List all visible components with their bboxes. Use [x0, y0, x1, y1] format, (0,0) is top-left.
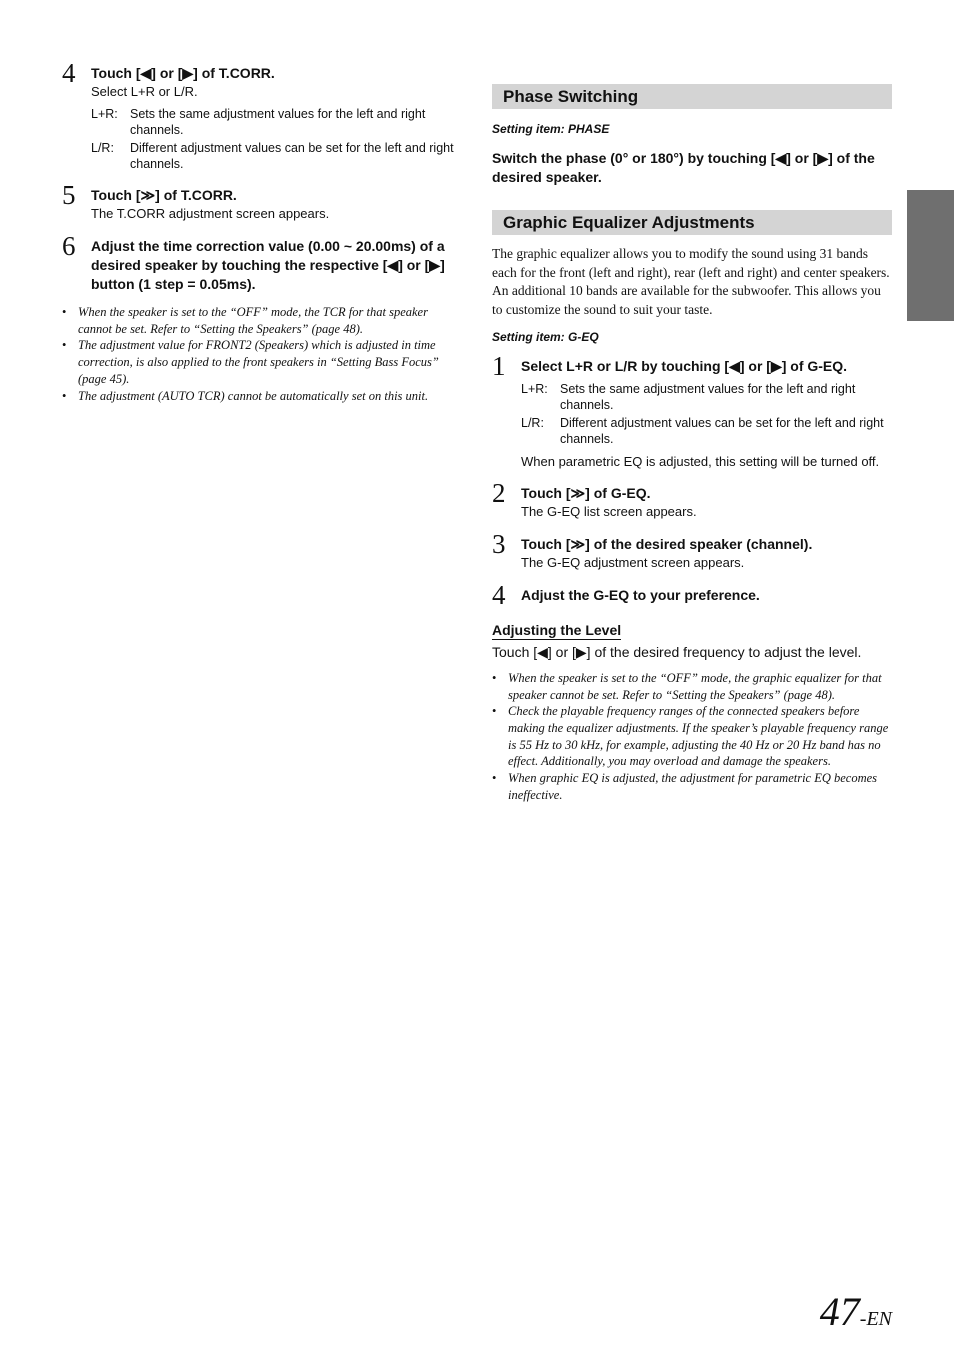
- step-subtext: The G-EQ adjustment screen appears.: [521, 554, 745, 570]
- step-4-geq: [492, 579, 892, 610]
- definition-key: L+R:: [521, 381, 548, 396]
- step-number: 3: [492, 528, 506, 559]
- subsection-heading: Adjusting the Level: [492, 621, 622, 638]
- step-number: 1: [492, 350, 506, 381]
- definition-list: [91, 106, 462, 172]
- notes-list: [492, 670, 892, 804]
- definition-item: [91, 140, 462, 172]
- definition-key: L/R:: [91, 141, 114, 155]
- left-column: [62, 58, 462, 404]
- setting-item-label: Setting item: PHASE: [492, 122, 610, 136]
- definition-item: [521, 415, 892, 447]
- step-title: Adjust the time correction value (0.00 ~ 20.00ms) of a desired speaker by touching the respective [◀] or [▶] button (1 step = 0.05ms).: [91, 238, 445, 292]
- notes-list: [62, 304, 462, 404]
- page-number: [820, 1288, 892, 1335]
- definition-item: [91, 106, 462, 138]
- definition-item: [521, 381, 892, 413]
- definition-value: Sets the same adjustment values for the left and right channels.: [560, 381, 856, 412]
- step-number: 5: [62, 180, 76, 210]
- definition-value: Different adjustment values can be set for the left and right channels.: [130, 141, 454, 171]
- definition-key: L+R:: [91, 107, 118, 121]
- step-subtext: Select L+R or L/R.: [91, 84, 198, 99]
- step-title: Touch [≫] of T.CORR.: [91, 187, 237, 203]
- setting-item-label: Setting item: G-EQ: [492, 329, 599, 344]
- step-subtext: The G-EQ list screen appears.: [521, 503, 697, 519]
- step-1-geq: [492, 350, 892, 470]
- step-number: 6: [62, 231, 76, 261]
- section-heading-geq: Graphic Equalizer Adjustments: [492, 210, 892, 235]
- step-title: Select L+R or L/R by touching [◀] or [▶] of G-EQ.: [521, 357, 848, 374]
- definition-value: Different adjustment values can be set for the left and right channels.: [560, 415, 884, 446]
- step-number: 2: [492, 477, 506, 508]
- note-item: • The adjustment value for FRONT2 (Speakers) which is adjusted in time correction, is also applied to the front speakers in “Setting Bass Focus” (page 45).: [62, 337, 462, 387]
- definition-list: [521, 381, 892, 447]
- adjusting-level-text: Touch [◀] or [▶] of the desired frequency to adjust the level.: [492, 643, 862, 660]
- right-column: [492, 84, 892, 803]
- step-2-geq: [492, 477, 892, 521]
- step-6-tcorr: [62, 231, 462, 294]
- section-heading-phase: Phase Switching: [492, 84, 892, 109]
- step-4-tcorr: [62, 58, 462, 172]
- step-title: Touch [≫] of G-EQ.: [521, 484, 651, 501]
- geq-intro: The graphic equalizer allows you to modify the sound using 31 bands each for the front (left and right), rear (left and right) and center speakers. An additional 10 bands are available for the subwoofer. This allows you to customize the sound to suit your taste.: [492, 246, 890, 318]
- step-title: Adjust the G-EQ to your preference.: [521, 586, 760, 603]
- note-item: • Check the playable frequency ranges of the connected speakers before making the equalizer adjustments. If the speaker’s playable frequency range is 55 Hz to 30 kHz, for example, adjusting the 40 Hz or 20 Hz band has no effect. Additionally, you may overload and damage the speakers.: [492, 703, 892, 770]
- note-item: • The adjustment (AUTO TCR) cannot be automatically set on this unit.: [62, 388, 462, 405]
- step-title: Touch [◀] or [▶] of T.CORR.: [91, 65, 275, 81]
- note-item: • When the speaker is set to the “OFF” mode, the graphic equalizer for that speaker cannot be set. Refer to “Setting the Speakers” (page 48).: [492, 670, 892, 703]
- chapter-side-tab: [907, 190, 954, 321]
- step-number: 4: [62, 58, 76, 88]
- definition-key: L/R:: [521, 415, 544, 430]
- note-item: • When the speaker is set to the “OFF” mode, the TCR for that speaker cannot be set. Refer to “Setting the Speakers” (page 48).: [62, 304, 462, 337]
- phase-instruction: Switch the phase (0° or 180°) by touching [◀] or [▶] of the desired speaker.: [492, 150, 875, 185]
- page-number-suffix: -EN: [859, 1308, 892, 1330]
- definition-value: Sets the same adjustment values for the left and right channels.: [130, 107, 426, 137]
- note-item: • When graphic EQ is adjusted, the adjustment for parametric EQ becomes ineffective.: [492, 770, 892, 803]
- step-note: When parametric EQ is adjusted, this setting will be turned off.: [521, 453, 880, 469]
- step-title: Touch [≫] of the desired speaker (channel).: [521, 535, 813, 552]
- step-3-geq: [492, 528, 892, 572]
- page-number-value: 47: [819, 1289, 860, 1334]
- step-number: 4: [492, 579, 506, 610]
- adjusting-level-block: [492, 621, 892, 662]
- step-5-tcorr: [62, 180, 462, 223]
- step-subtext: The T.CORR adjustment screen appears.: [91, 206, 330, 221]
